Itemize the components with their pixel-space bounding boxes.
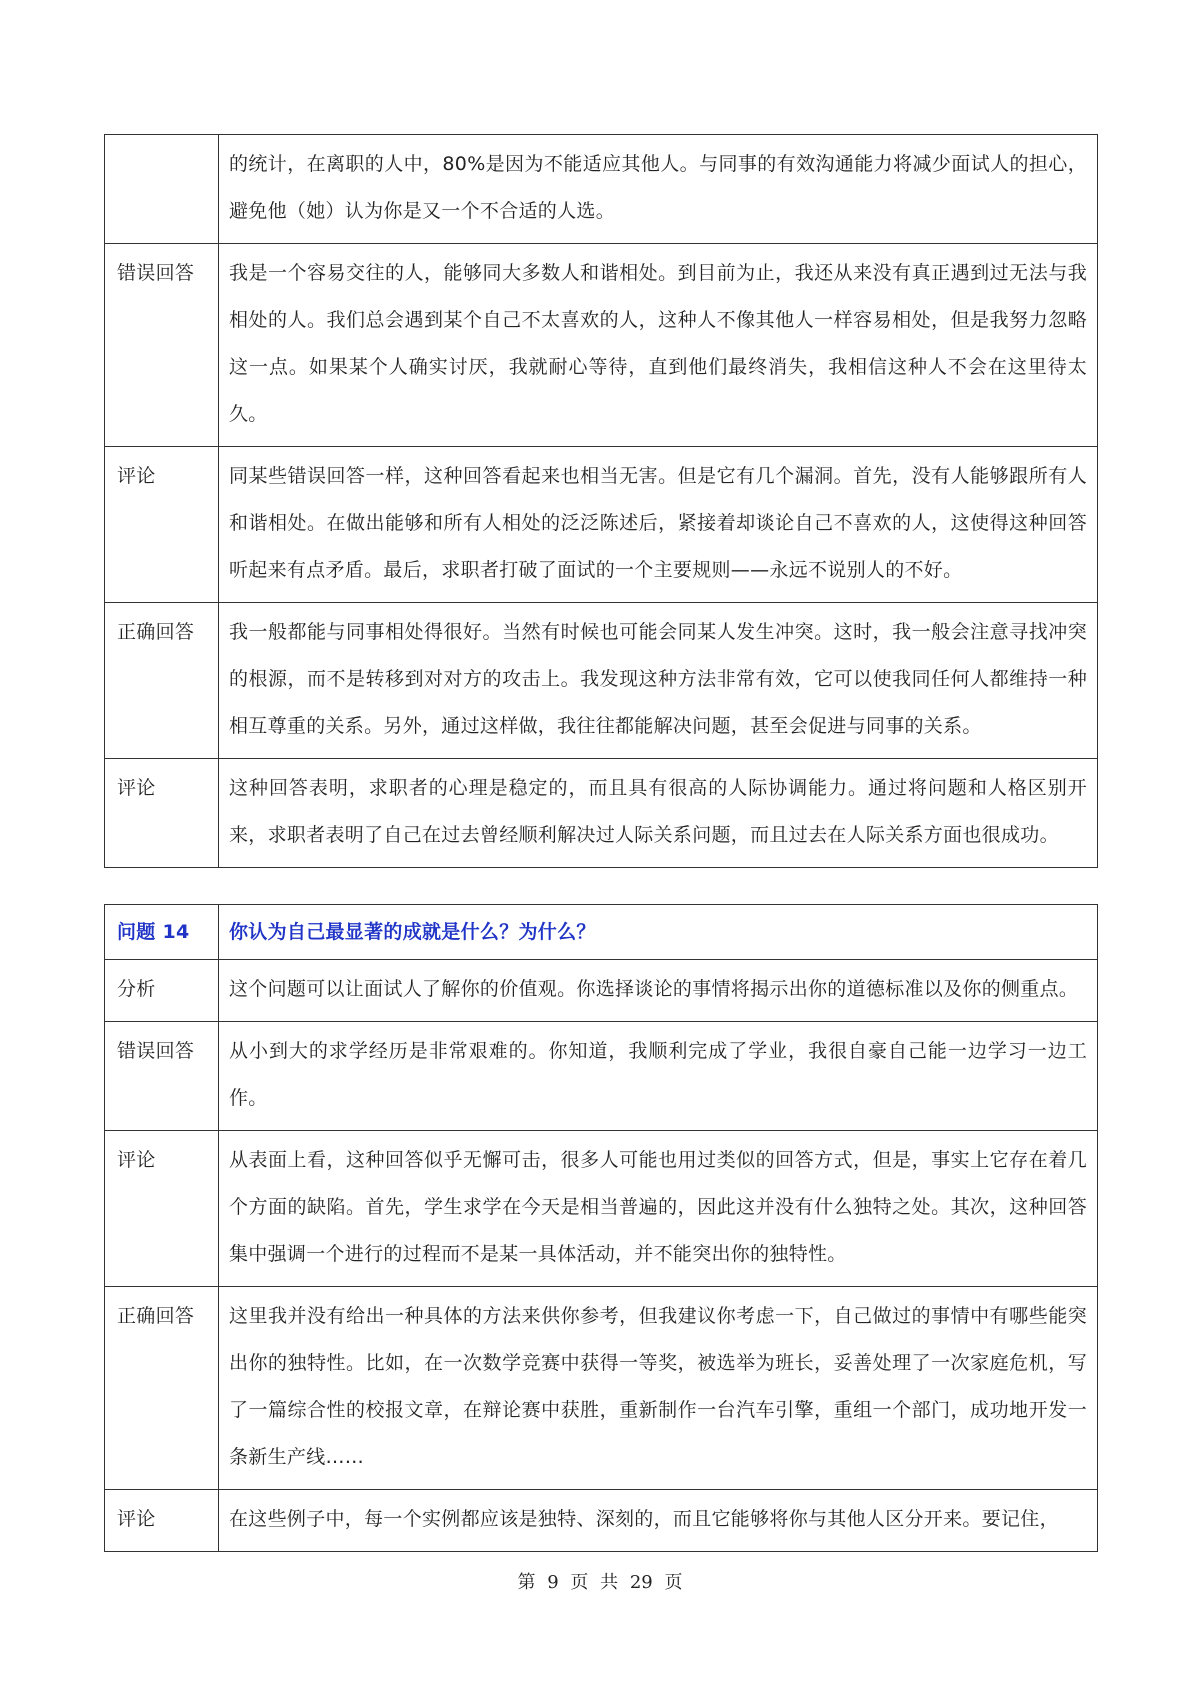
- row-text: 这个问题可以让面试人了解你的价值观。你选择谈论的事情将揭示出你的道德标准以及你的侧重点。: [219, 960, 1098, 1022]
- row-text: 这里我并没有给出一种具体的方法来供你参考，但我建议你考虑一下，自己做过的事情中有哪些能突出你的独特性。比如，在一次数学竞赛中获得一等奖，被选举为班长，妥善处理了一次家庭危机，写了一篇综合性的校报文章，在辩论赛中获胜，重新制作一台汽车引擎，重组一个部门，成功地开发一条新生产线……: [219, 1287, 1098, 1490]
- table-row: [105, 603, 1098, 759]
- table-row: [105, 1287, 1098, 1490]
- row-label: 正确回答: [105, 603, 219, 759]
- row-text: 在这些例子中，每一个实例都应该是独特、深刻的，而且它能够将你与其他人区分开来。要记住，: [219, 1490, 1098, 1552]
- row-text: 从表面上看，这种回答似乎无懈可击，很多人可能也用过类似的回答方式，但是，事实上它存在着几个方面的缺陷。首先，学生求学在今天是相当普遍的，因此这并没有什么独特之处。其次，这种回答集中强调一个进行的过程而不是某一具体活动，并不能突出你的独特性。: [219, 1131, 1098, 1287]
- question-header-row: [105, 905, 1098, 960]
- qa-table-question-14: [104, 904, 1098, 1552]
- table-row: [105, 1131, 1098, 1287]
- row-label: 评论: [105, 759, 219, 868]
- row-label: 评论: [105, 1490, 219, 1552]
- table-row: [105, 244, 1098, 447]
- table-row: [105, 759, 1098, 868]
- row-text: 同某些错误回答一样，这种回答看起来也相当无害。但是它有几个漏洞。首先，没有人能够跟所有人和谐相处。在做出能够和所有人相处的泛泛陈述后，紧接着却谈论自己不喜欢的人，这使得这种回答听起来有点矛盾。最后，求职者打破了面试的一个主要规则——永远不说别人的不好。: [219, 447, 1098, 603]
- row-text: 从小到大的求学经历是非常艰难的。你知道，我顺利完成了学业，我很自豪自己能一边学习一边工作。: [219, 1022, 1098, 1131]
- row-label: [105, 135, 219, 244]
- table-row: [105, 1490, 1098, 1552]
- row-text: 我一般都能与同事相处得很好。当然有时候也可能会同某人发生冲突。这时，我一般会注意寻找冲突的根源，而不是转移到对对方的攻击上。我发现这种方法非常有效，它可以使我同任何人都维持一种相互尊重的关系。另外，通过这样做，我往往都能解决问题，甚至会促进与同事的关系。: [219, 603, 1098, 759]
- qa-table-continued: [104, 134, 1098, 868]
- page-number-footer: 第 9 页 共 29 页: [517, 1572, 683, 1593]
- row-label: 评论: [105, 447, 219, 603]
- question-number: 问题 14: [105, 905, 219, 960]
- table-row: [105, 447, 1098, 603]
- row-label: 评论: [105, 1131, 219, 1287]
- row-label: 正确回答: [105, 1287, 219, 1490]
- row-label: 错误回答: [105, 244, 219, 447]
- table-row: [105, 1022, 1098, 1131]
- row-text: 的统计，在离职的人中，80%是因为不能适应其他人。与同事的有效沟通能力将减少面试人的担心，避免他（她）认为你是又一个不合适的人选。: [219, 135, 1098, 244]
- row-text: 这种回答表明，求职者的心理是稳定的，而且具有很高的人际协调能力。通过将问题和人格区别开来，求职者表明了自己在过去曾经顺利解决过人际关系问题，而且过去在人际关系方面也很成功。: [219, 759, 1098, 868]
- table-row: [105, 135, 1098, 244]
- question-title: 你认为自己最显著的成就是什么？为什么？: [219, 905, 1098, 960]
- row-label: 错误回答: [105, 1022, 219, 1131]
- row-text: 我是一个容易交往的人，能够同大多数人和谐相处。到目前为止，我还从来没有真正遇到过无法与我相处的人。我们总会遇到某个自己不太喜欢的人，这种人不像其他人一样容易相处，但是我努力忽略这一点。如果某个人确实讨厌，我就耐心等待，直到他们最终消失，我相信这种人不会在这里待太久。: [219, 244, 1098, 447]
- row-label: 分析: [105, 960, 219, 1022]
- table-row: [105, 960, 1098, 1022]
